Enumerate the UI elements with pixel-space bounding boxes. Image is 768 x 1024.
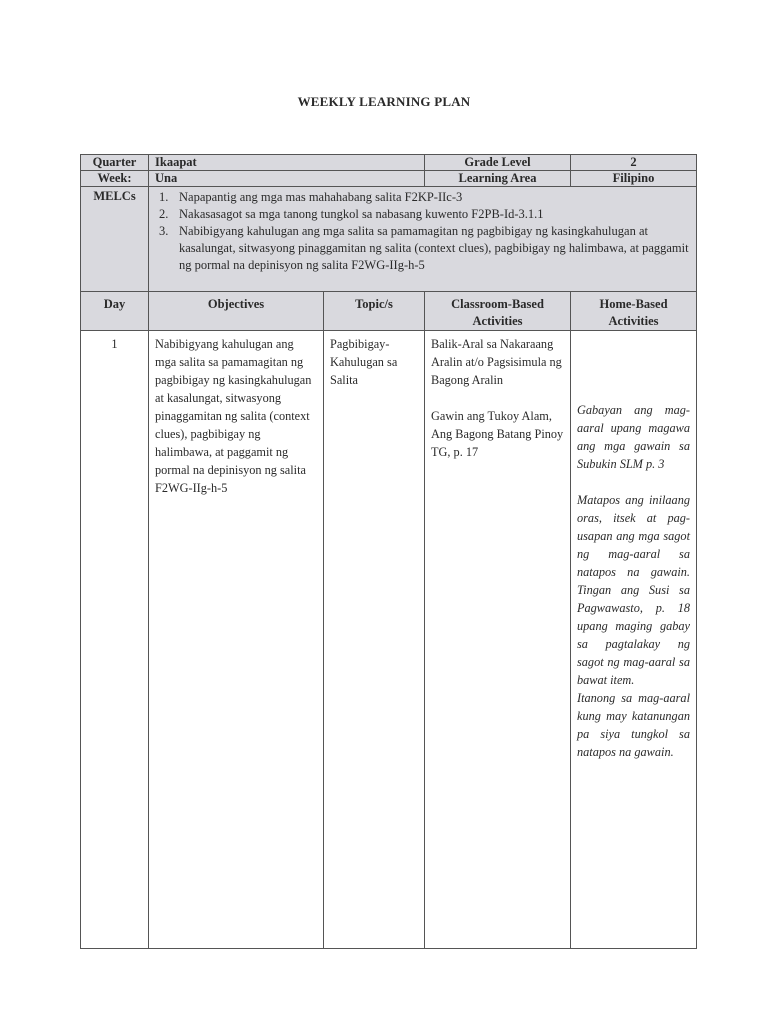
learning-area-label: Learning Area — [425, 171, 571, 187]
melc-item — [159, 223, 690, 274]
home-activities-cell — [571, 331, 697, 949]
grade-level-label: Grade Level — [425, 155, 571, 171]
column-header-row — [81, 292, 697, 331]
melcs-list — [159, 189, 690, 274]
home-activities-header: Home-Based Activities — [571, 292, 697, 331]
melcs-content — [149, 187, 697, 292]
melcs-row — [81, 187, 697, 292]
objectives-cell: Nabibigyang kahulugan ang mga salita sa pamamagitan ng pagbibigay ng kasingkahulugan at kasalungat, sitwasyong pinaggamitan ng salita (context clues), pagbibigay ng halimbawa, at paggamit ng pormal na depinisyon ng salita F2WG-IIg-h-5 — [149, 331, 324, 949]
melc-item — [159, 206, 690, 223]
melc-number: 2. — [159, 207, 169, 221]
grade-level-value: 2 — [571, 155, 697, 171]
topics-cell: Pagbibigay-Kahulugan sa Salita — [324, 331, 425, 949]
table-row — [81, 331, 697, 949]
home-activity-1: Gabayan ang mag-aaral upang magawa ang mga gawain sa Subukin SLM p. 3 — [577, 403, 690, 471]
melc-text: Napapantig ang mga mas mahahabang salita F2KP-IIc-3 — [179, 190, 463, 204]
melc-item — [159, 189, 690, 206]
learning-area-value: Filipino — [571, 171, 697, 187]
classroom-activity-2: Gawin ang Tukoy Alam, Ang Bagong Batang Pinoy TG, p. 17 — [431, 409, 564, 459]
quarter-label: Quarter — [81, 155, 149, 171]
quarter-row — [81, 155, 697, 171]
melc-text: Nabibigyang kahulugan ang mga salita sa pamamagitan ng pagbibigay ng kasingkahulugan at kasalungat, sitwasyong pinaggamitan ng salita (context clues), pagbibigay ng halimbawa, at paggamit ng pormal na depinisyon ng salita F2WG-IIg-h-5 — [179, 224, 689, 272]
home-activity-2: Matapos ang inilaang oras, itsek at pag-usapan ang mga sagot ng mag-aaral sa natapos na gawain. Tingan ang Susi sa Pagwawasto, p. 18 upang maging gabay sa pagtalakay ng sagot ng mag-aaral sa bawat item. — [577, 493, 690, 687]
topics-header: Topic/s — [324, 292, 425, 331]
classroom-activities-header: Classroom-Based Activities — [425, 292, 571, 331]
learning-plan-table — [80, 154, 696, 949]
week-value: Una — [149, 171, 425, 187]
day-header: Day — [81, 292, 149, 331]
quarter-value: Ikaapat — [149, 155, 425, 171]
week-label: Week: — [81, 171, 149, 187]
melc-number: 1. — [159, 190, 169, 204]
day-cell: 1 — [81, 331, 149, 949]
classroom-activities-cell — [425, 331, 571, 949]
classroom-activity-1: Balik-Aral sa Nakaraang Aralin at/o Pagsisimula ng Bagong Aralin — [431, 337, 562, 387]
objectives-header: Objectives — [149, 292, 324, 331]
melcs-label: MELCs — [81, 187, 149, 292]
page-title: WEEKLY LEARNING PLAN — [297, 94, 471, 109]
melc-text: Nakasasagot sa mga tanong tungkol sa nabasang kuwento F2PB-Id-3.1.1 — [179, 207, 544, 221]
week-row — [81, 171, 697, 187]
home-activity-3: Itanong sa mag-aaral kung may katanungan pa siya tungkol sa natapos na gawain. — [577, 691, 690, 759]
melc-number: 3. — [159, 224, 169, 238]
